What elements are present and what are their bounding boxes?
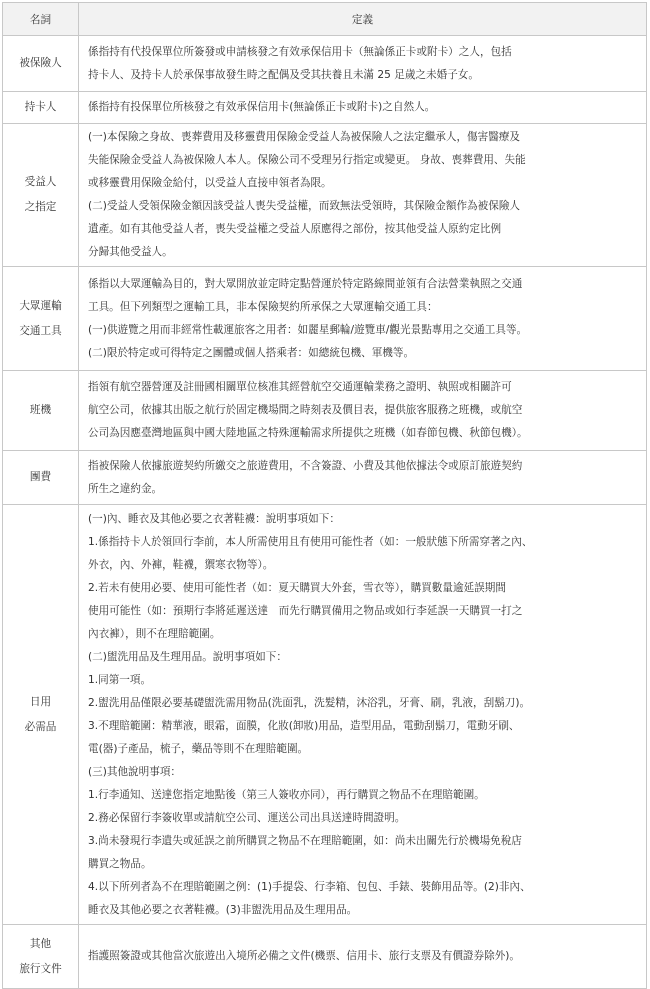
term-cell bbox=[3, 36, 79, 92]
term-text: 之指定 bbox=[24, 201, 57, 213]
table-row bbox=[3, 124, 647, 267]
term-text: 團費 bbox=[29, 471, 52, 483]
definition-line: 係指持有代投保單位所簽發或申請核發之有效承保信用卡（無論係正卡或附卡）之人，包括 bbox=[88, 45, 512, 58]
term-text: 必需品 bbox=[24, 720, 57, 733]
definition-line: 外衣，內、外褲，鞋襪，禦寒衣物等）。 bbox=[88, 558, 274, 571]
definition-line: 所生之違約金。 bbox=[88, 482, 163, 495]
table-row bbox=[3, 36, 647, 92]
term-cell bbox=[3, 451, 79, 505]
definition-line: 使用可能性（如：預期行李將延遲送達 而先行購買備用之物品或如行李延誤一天購買一打之 bbox=[88, 604, 523, 617]
term-text: 交通工具 bbox=[19, 324, 62, 337]
term-text: 日用 bbox=[29, 695, 52, 708]
term-text: 持卡人 bbox=[24, 101, 57, 113]
term-text: 被保險人 bbox=[19, 57, 62, 69]
table-row bbox=[3, 451, 647, 505]
term-cell bbox=[3, 267, 79, 371]
definition-line: 工具。但下列類型之運輸工具，非本保險契約所承保之大眾運輸交通工具： bbox=[88, 300, 438, 313]
definition-line: 內衣褲），則不在理賠範圍。 bbox=[88, 627, 221, 640]
term-text: 大眾運輸 bbox=[19, 299, 62, 312]
definition-line: 3.尚未發現行李遺失或延誤之前所購買之物品不在理賠範圍，如：尚未出關先行於機場免稅店 bbox=[88, 834, 522, 847]
definition-cell bbox=[79, 92, 647, 124]
term-text: 其他 bbox=[29, 937, 52, 950]
term-cell bbox=[3, 371, 79, 451]
definition-line: (二)盥洗用品及生理用品。說明事項如下： bbox=[88, 650, 287, 663]
term-cell bbox=[3, 925, 79, 989]
table-row bbox=[3, 267, 647, 371]
definition-line: 失能保險金受益人為被保險人本人。保險公司不受理另行指定或變更。 身故、喪葬費用、失能 bbox=[88, 154, 526, 166]
definition-line: 遺產。如有其他受益人者，喪失受益權之受益人原應得之部份，按其他受益人原約定比例 bbox=[88, 223, 502, 235]
table-row bbox=[3, 92, 647, 124]
definitions-table bbox=[2, 2, 647, 989]
definition-cell bbox=[79, 371, 647, 451]
term-text: 受益人 bbox=[24, 176, 57, 188]
definition-cell bbox=[79, 36, 647, 92]
term-text: 班機 bbox=[29, 404, 52, 416]
table-row bbox=[3, 371, 647, 451]
header-definition: 定義 bbox=[79, 3, 647, 36]
definition-cell bbox=[79, 451, 647, 505]
definition-cell bbox=[79, 505, 647, 925]
definition-line: 分歸其他受益人。 bbox=[88, 246, 173, 258]
definition-line: 航空公司，依據其出版之航行於固定機場間之時刻表及價目表，提供旅客服務之班機，或航空 bbox=[88, 404, 523, 416]
term-cell bbox=[3, 124, 79, 267]
definition-line: (二)限於特定或可得特定之團體或個人搭乘者：如總統包機、軍機等。 bbox=[88, 346, 415, 359]
header-name: 名詞 bbox=[3, 3, 79, 36]
definition-line: (二)受益人受領保險金額因該受益人喪失受益權，而致無法受領時，其保險金額作為被保險人 bbox=[88, 200, 521, 212]
definition-cell bbox=[79, 925, 647, 989]
definition-line: (一)本保險之身故、喪葬費用及移靈費用保險金受益人為被保險人之法定繼承人，傷害醫療及 bbox=[88, 131, 521, 143]
definition-line: 電(器)子產品，梳子，藥品等則不在理賠範圍。 bbox=[88, 742, 309, 755]
table-row bbox=[3, 925, 647, 989]
definition-line: 係指以大眾運輸為目的，對大眾開放並定時定點營運於特定路線間並領有合法營業執照之交通 bbox=[88, 277, 523, 290]
definition-line: 指被保險人依據旅遊契約所繳交之旅遊費用，不含簽證、小費及其他依據法令或原訂旅遊契約 bbox=[88, 459, 523, 472]
definition-cell bbox=[79, 124, 647, 267]
table-row bbox=[3, 505, 647, 925]
definition-line: 係指持有投保單位所核發之有效承保信用卡(無論係正卡或附卡)之自然人。 bbox=[88, 101, 436, 113]
definition-line: 1.行李通知、送達您指定地點後（第三人簽收亦同），再行購買之物品不在理賠範圍。 bbox=[88, 788, 485, 801]
definition-line: 1.同第一項。 bbox=[88, 673, 152, 686]
definition-line: 1.係指持卡人於領回行李前，本人所需使用且有使用可能性者（如：一般狀態下所需穿著之內、 bbox=[88, 535, 533, 548]
term-text: 旅行文件 bbox=[19, 962, 62, 975]
definition-line: 指護照簽證或其他當次旅遊出入境所必備之文件(機票、信用卡、旅行支票及有價證券除外)。 bbox=[88, 950, 521, 962]
definition-line: (一)內、睡衣及其他必要之衣著鞋襪：說明事項如下： bbox=[88, 512, 340, 525]
definition-line: 2.盥洗用品僅限必要基礎盥洗需用物品(洗面乳，洗髮精，沐浴乳，牙膏、刷，乳液，刮鬍刀)。 bbox=[88, 696, 531, 709]
definition-line: 持卡人、及持卡人於承保事故發生時之配偶及受其扶養且未滿 25 足歲之未婚子女。 bbox=[88, 68, 479, 81]
table-header-row bbox=[3, 3, 647, 36]
definition-line: 或移靈費用保險金給付，以受益人直接申領者為限。 bbox=[88, 177, 332, 189]
definition-line: 睡衣及其他必要之衣著鞋襪。(3)非盥洗用品及生理用品。 bbox=[88, 903, 358, 916]
term-cell bbox=[3, 505, 79, 925]
definition-line: 2.務必保留行李簽收單或請航空公司、運送公司出具送達時間證明。 bbox=[88, 811, 406, 824]
definition-line: 購買之物品。 bbox=[88, 857, 152, 870]
definition-line: 指領有航空器營運及註冊國相關單位核准其經營航空交通運輸業務之證明、執照或相關許可 bbox=[88, 381, 512, 393]
definition-line: (三)其他說明事項： bbox=[88, 765, 182, 778]
definition-line: 2.若未有使用必要、使用可能性者（如：夏天購買大外套，雪衣等），購買數量逾延誤期間 bbox=[88, 581, 506, 594]
definition-cell bbox=[79, 267, 647, 371]
table-body bbox=[3, 36, 647, 989]
definition-line: 4.以下所列者為不在理賠範圍之例：(1)手提袋、行李箱、包包、手錶、裝飾用品等。(2)非內、 bbox=[88, 880, 531, 893]
term-cell bbox=[3, 92, 79, 124]
definition-line: 3.不理賠範圍：精華液，眼霜，面膜，化妝(卸妝)用品，造型用品，電動刮鬍刀，電動牙刷、 bbox=[88, 719, 520, 732]
definition-line: 公司為因應臺灣地區與中國大陸地區之特殊運輸需求所提供之班機（如春節包機、秋節包機）。 bbox=[88, 427, 528, 439]
definition-line: (一)供遊覽之用而非經常性載運旅客之用者：如麗星郵輪/遊覽車/觀光景點專用之交通工具等。 bbox=[88, 323, 528, 336]
